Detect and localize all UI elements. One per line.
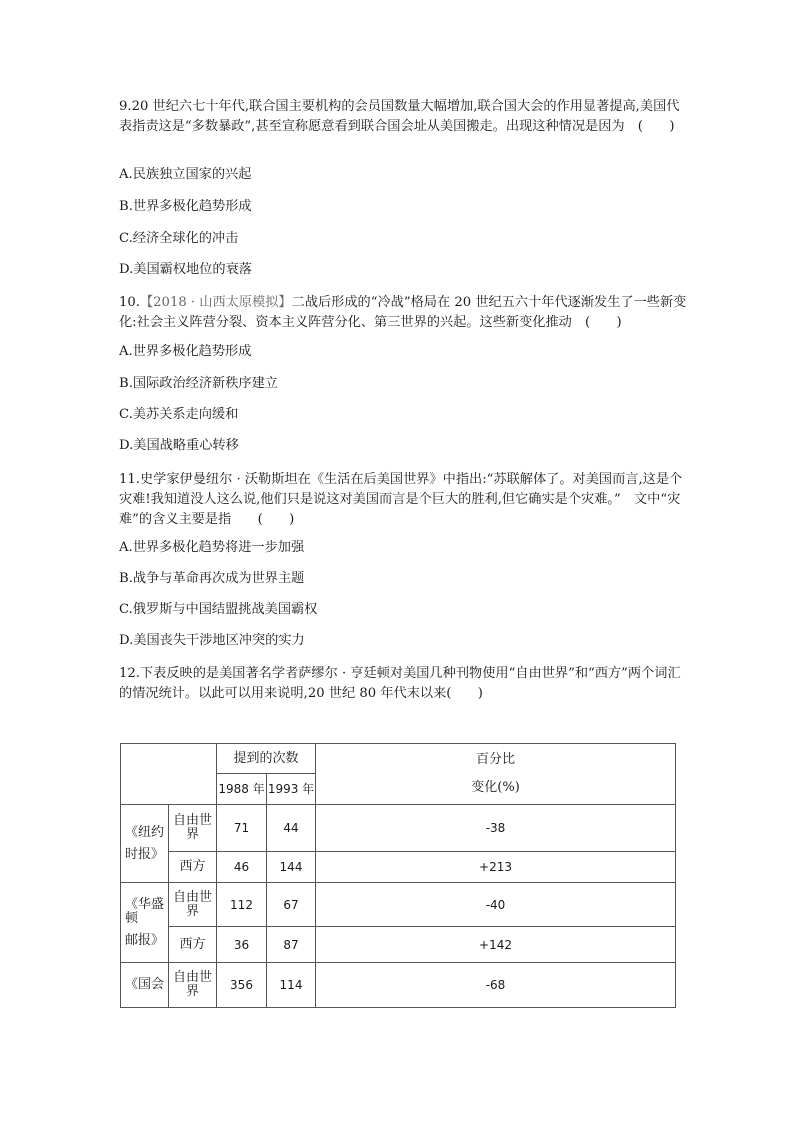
publication-cell [121, 805, 169, 883]
term-cell: 自由世界 [169, 963, 217, 1008]
question-11-option-c: C.俄罗斯与中国结盟挑战美国霸权 [119, 602, 318, 617]
table-header-blank [121, 744, 217, 805]
question-10-text: 二战后形成的“冷战”格局在 20 世纪五六十年代逐渐发生了一些新变化:社会主义阵营分裂、资本主义阵营分化、第三世界的兴起。这些新变化推动 ( ) [119, 295, 687, 330]
question-10-stem [119, 293, 689, 333]
question-11-option-d: D.美国丧失干涉地区冲突的实力 [119, 633, 305, 648]
question-11-option-b: B.战争与革命再次成为世界主题 [119, 571, 305, 586]
question-11-option-a: A.世界多极化趋势将进一步加强 [119, 540, 305, 555]
count-1988-cell: 112 [217, 883, 267, 927]
percent-change-cell: +142 [316, 927, 676, 963]
count-1988-cell: 356 [217, 963, 267, 1008]
percent-change-cell: +213 [316, 852, 676, 883]
header-percent-change [316, 744, 676, 805]
statistics-table [120, 743, 676, 1008]
question-10-option-c: C.美苏关系走向缓和 [119, 407, 239, 422]
question-10-source: 【2018 · 山西太原模拟】 [139, 295, 292, 310]
question-9-option-b: B.世界多极化趋势形成 [119, 199, 252, 214]
table-row [121, 883, 676, 927]
table-row [121, 927, 676, 963]
term-cell: 自由世界 [169, 883, 217, 927]
count-1993-cell: 114 [267, 963, 316, 1008]
question-11-stem: 11.史学家伊曼纽尔 · 沃勒斯坦在《生活在后美国世界》中指出:“苏联解体了。对美国而言,这是个灾难!我知道没人这么说,他们只是说这对美国而言是个巨大的胜利,但它确实是个灾难。” 文中“灾难”的含义主要是指 ( ) [119, 472, 683, 527]
percent-change-cell: -40 [316, 883, 676, 927]
question-9-option-c: C.经济全球化的冲击 [119, 231, 239, 246]
table-row [121, 805, 676, 852]
term-cell: 西方 [169, 852, 217, 883]
publication-name-line2: 时报》 [125, 846, 165, 862]
question-9-option-d: D.美国霸权地位的衰落 [119, 262, 252, 277]
header-year-1993: 1993 年 [267, 774, 316, 805]
question-12-stem: 12.下表反映的是美国著名学者萨缪尔 · 亨廷顿对美国几种刊物使用“自由世界”和“西方”两个词汇的情况统计。以此可以用来说明,20 世纪 80 年代末以来( ) [119, 666, 681, 701]
percent-change-cell: -38 [316, 805, 676, 852]
question-10-number: 10. [119, 295, 140, 310]
count-1993-cell: 144 [267, 852, 316, 883]
count-1988-cell: 46 [217, 852, 267, 883]
publication-cell [121, 883, 169, 963]
publication-name-line1: 《纽约 [125, 824, 165, 840]
question-9-option-a: A.民族独立国家的兴起 [119, 167, 252, 182]
table-row [121, 852, 676, 883]
count-1988-cell: 71 [217, 805, 267, 852]
publication-name-line2: 邮报》 [125, 932, 165, 948]
header-percent-line2: 变化(%) [471, 780, 520, 795]
header-mentions: 提到的次数 [217, 744, 316, 774]
table-header-row [121, 744, 676, 774]
publication-name-line1: 《华盛顿 [125, 896, 165, 926]
question-10-option-a: A.世界多极化趋势形成 [119, 344, 252, 359]
table-row [121, 963, 676, 1008]
count-1988-cell: 36 [217, 927, 267, 963]
publication-cell [121, 963, 169, 1008]
header-year-1988: 1988 年 [217, 774, 267, 805]
count-1993-cell: 44 [267, 805, 316, 852]
publication-name-line1: 《国会 [125, 977, 165, 992]
term-cell: 自由世界 [169, 805, 217, 852]
count-1993-cell: 87 [267, 927, 316, 963]
question-10-option-b: B.国际政治经济新秩序建立 [119, 376, 278, 391]
question-9-stem: 9.20 世纪六七十年代,联合国主要机构的会员国数量大幅增加,联合国大会的作用显著提高,美国代表指责这是“多数暴政”,甚至宣称愿意看到联合国会址从美国搬走。出现这种情况是因为 ( ) [119, 99, 680, 134]
term-cell: 西方 [169, 927, 217, 963]
question-10-option-d: D.美国战略重心转移 [119, 438, 239, 453]
count-1993-cell: 67 [267, 883, 316, 927]
percent-change-cell: -68 [316, 963, 676, 1008]
header-percent-line1: 百分比 [476, 752, 516, 767]
